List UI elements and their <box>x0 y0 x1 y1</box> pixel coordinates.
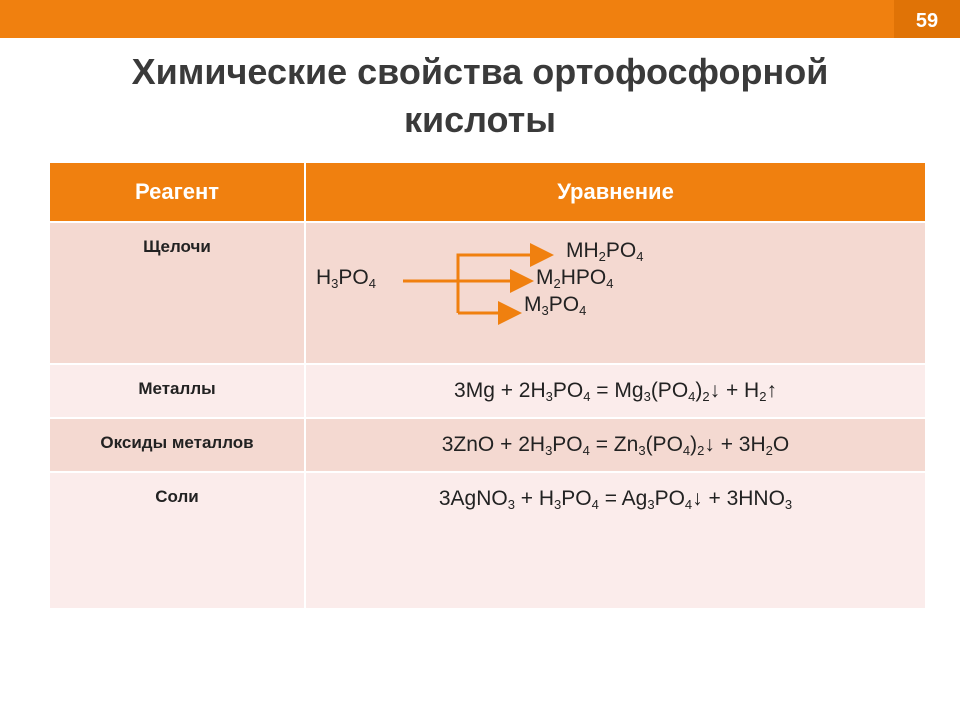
properties-table <box>50 163 925 608</box>
table-row-reagent: Металлы <box>50 365 304 417</box>
table-row-equation: 3AgNO$_3$ + $H_3PO_4$ = $Ag_3PO_4↓ + 3HNO_3$ <box>306 473 925 608</box>
table-row-equation: $3ZnO + 2H_3PO_4$ = $Zn_3(PO_4)_2↓ + 3H_2O$ <box>306 419 925 471</box>
header-equation: Уравнение <box>306 163 925 221</box>
slide-title <box>60 48 900 144</box>
top-accent-bar <box>0 0 960 38</box>
arrow-branch-top <box>458 255 548 313</box>
scheme-product-1: $MH_2PO_4$ <box>566 239 644 264</box>
header-reagent: Реагент <box>50 163 304 221</box>
title-line-2: кислоты <box>403 99 557 140</box>
page-number: 59 <box>894 0 960 38</box>
table-row-reagent: Соли <box>50 473 304 608</box>
scheme-product-2: $M_2HPO_4$ <box>536 266 614 291</box>
table-row-reagent: Оксиды металлов <box>50 419 304 471</box>
table-row-scheme <box>306 223 925 363</box>
scheme-product-3: $M_3PO_4$ <box>524 293 587 318</box>
table-row-reagent: Щелочи <box>50 223 304 363</box>
scheme-arrows <box>306 223 925 363</box>
title-line-1: Химические свойства ортофосфорной <box>131 51 829 92</box>
table-row-equation: $3Mg + 2H_3PO_4$ = $Mg_3(PO_4)_2↓$ + $H_2↑$ <box>306 365 925 417</box>
scheme-reactant: $H_3PO_4$ <box>316 266 376 291</box>
